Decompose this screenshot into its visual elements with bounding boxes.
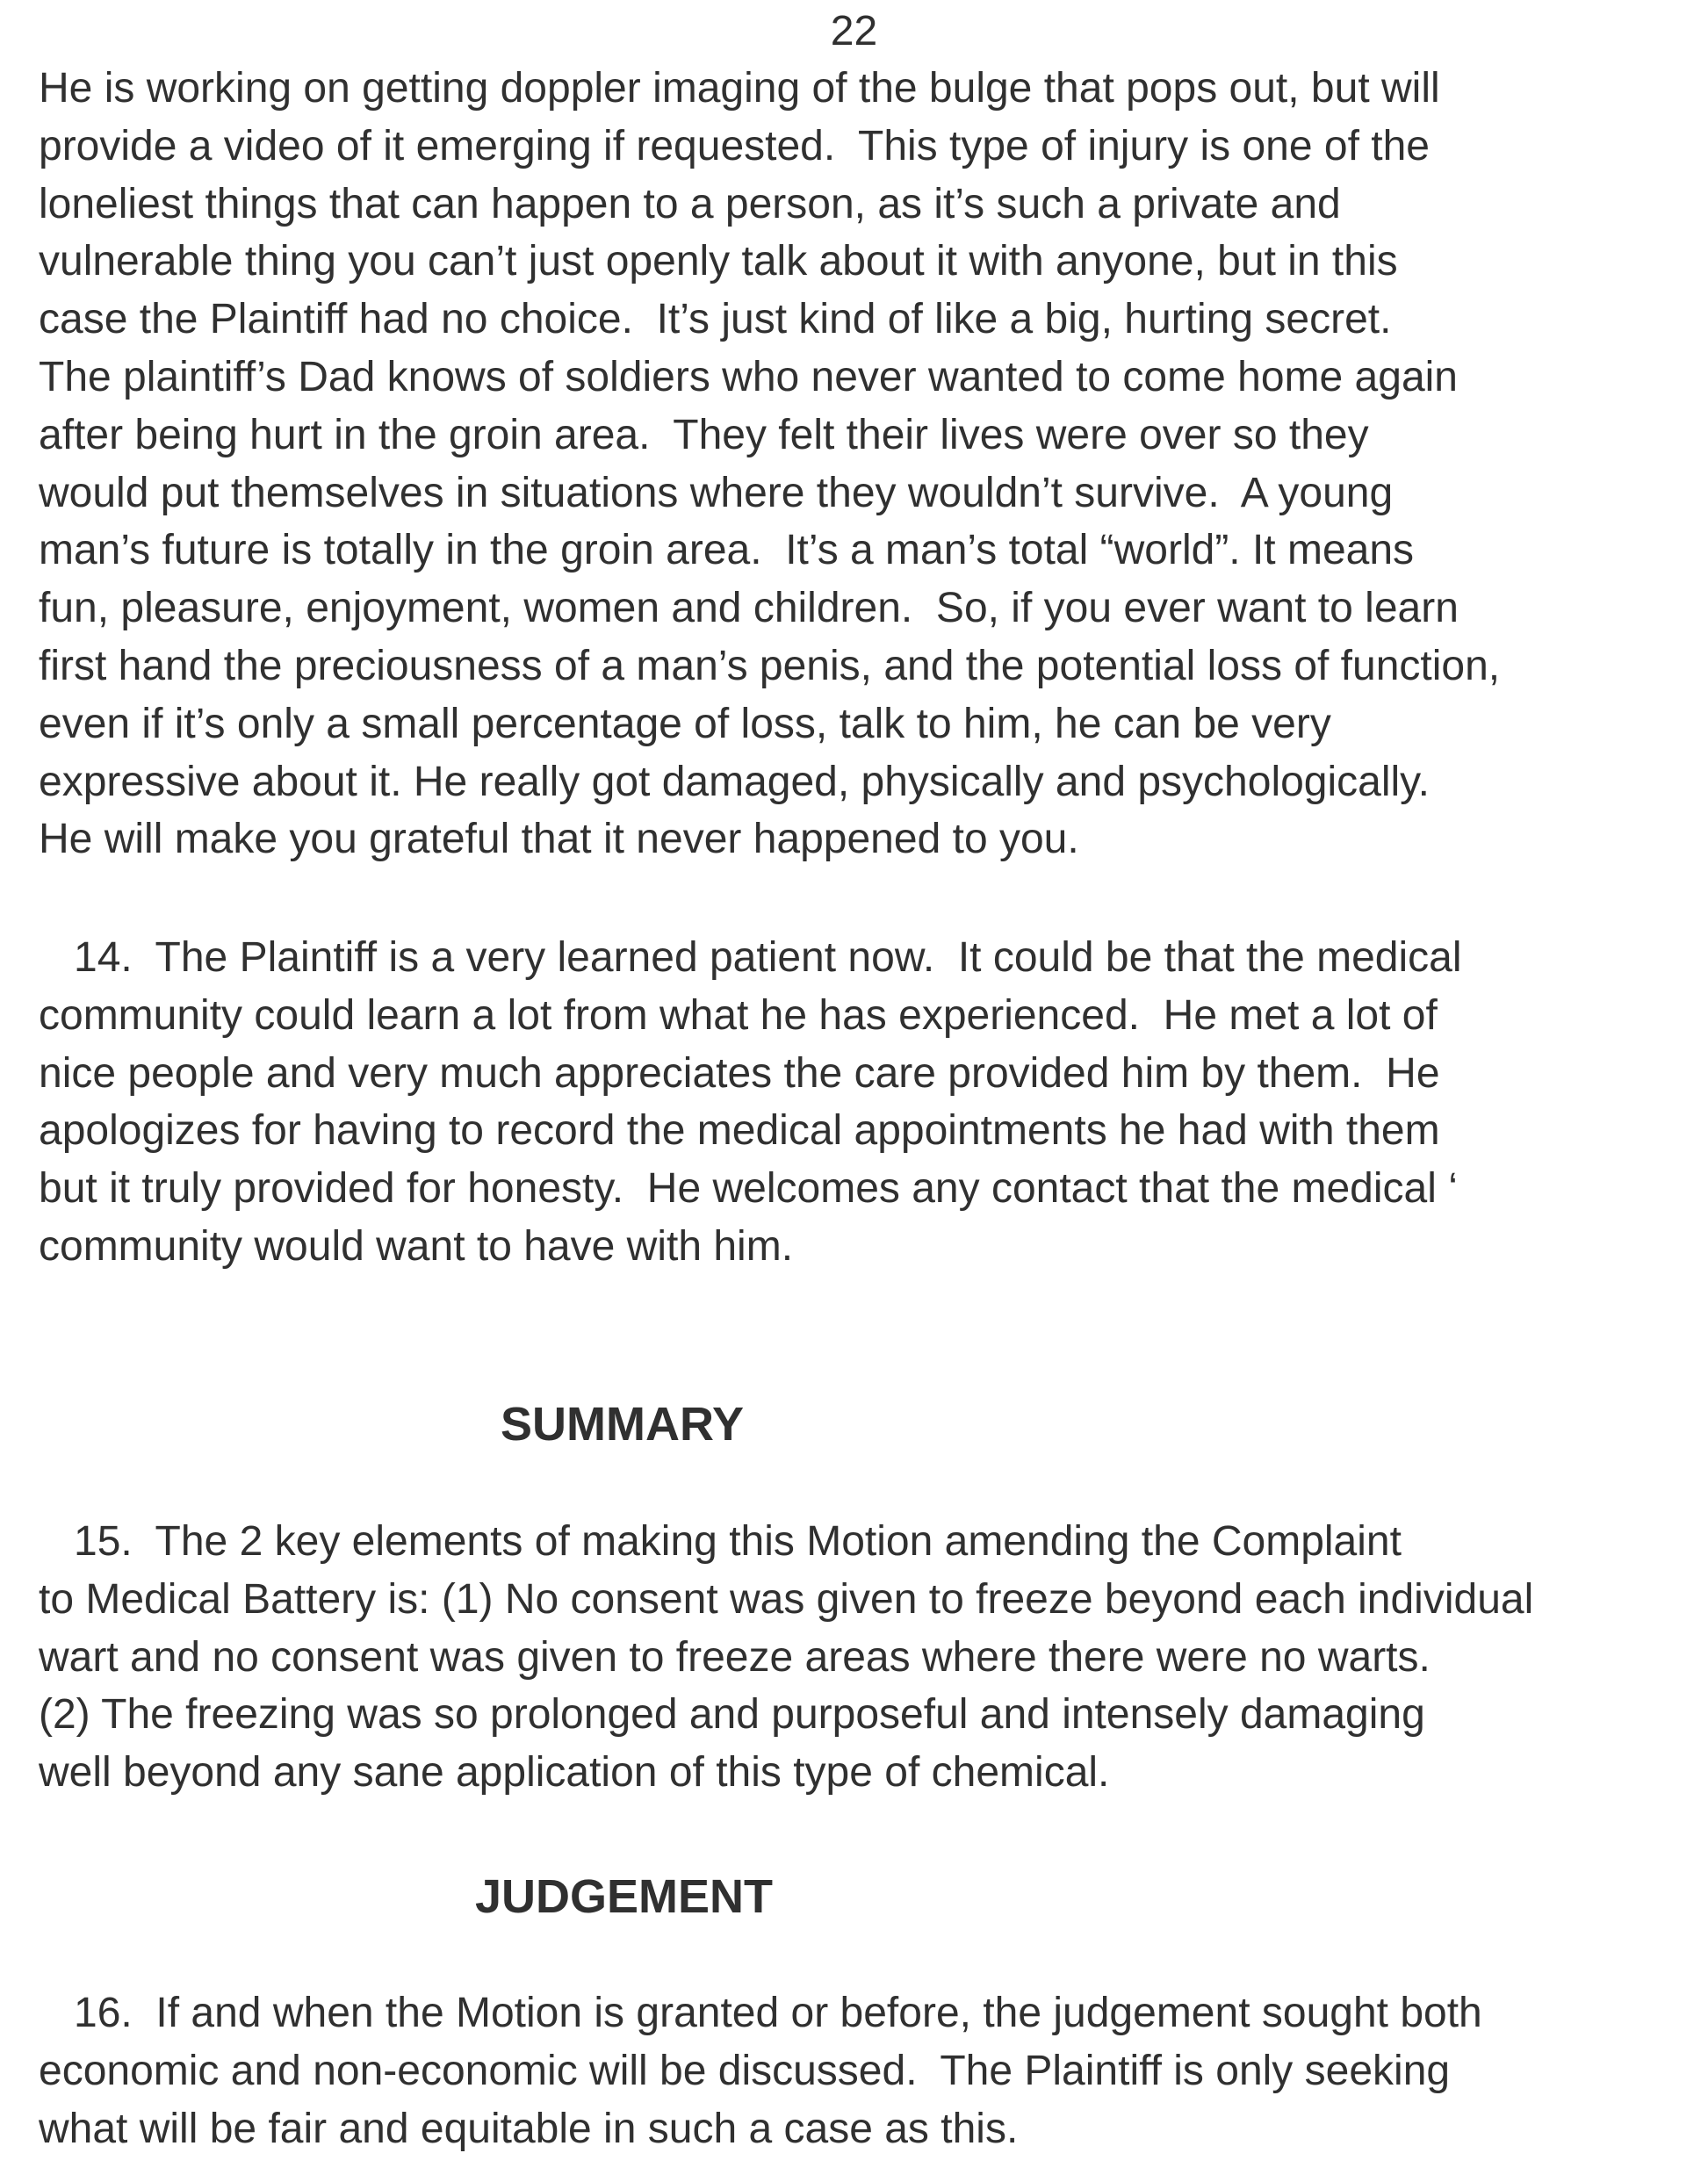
text-line: would put themselves in situations where they wouldn’t survive. A young (39, 469, 1394, 516)
text-line: first hand the preciousness of a man’s penis, and the potential loss of function, (39, 642, 1501, 689)
text-line: He will make you grateful that it never happened to you. (39, 816, 1079, 863)
text-line: He is working on getting doppler imaging of the bulge that pops out, but will (39, 65, 1440, 112)
text-line: provide a video of it emerging if requested. This type of injury is one of the (39, 122, 1430, 169)
text-line: vulnerable thing you can’t just openly talk about it with anyone, but in this (39, 238, 1398, 285)
summary-heading: SUMMARY (501, 1398, 744, 1451)
text-line: expressive about it. He really got damaged, physically and psychologically. (39, 758, 1430, 805)
paragraph-15 (39, 1513, 1690, 1802)
text-line: fun, pleasure, enjoyment, women and children. So, if you ever want to learn (39, 585, 1459, 632)
text-line: man’s future is totally in the groin area. It’s a man’s total “world”. It means (39, 527, 1415, 574)
text-line: 15. The 2 key elements of making this Motion amending the Complaint (39, 1518, 1402, 1565)
text-line: after being hurt in the groin area. They felt their lives were over so they (39, 411, 1369, 458)
judgement-heading: JUDGEMENT (475, 1870, 774, 1923)
text-line: apologizes for having to record the medical appointments he had with them (39, 1107, 1440, 1155)
paragraph-16 (39, 1984, 1690, 2157)
text-line: (2) The freezing was so prolonged and purposeful and intensely damaging (39, 1691, 1425, 1739)
paragraph-14 (39, 929, 1690, 1276)
text-line: even if it’s only a small percentage of loss, talk to him, he can be very (39, 700, 1331, 747)
text-line: community could learn a lot from what he has experienced. He met a lot of (39, 991, 1438, 1039)
text-line: well beyond any sane application of this type of chemical. (39, 1749, 1110, 1797)
text-line: to Medical Battery is: (1) No consent was given to freeze beyond each individual (39, 1575, 1534, 1623)
text-line: what will be fair and equitable in such a case as this. (39, 2105, 1019, 2152)
text-line: but it truly provided for honesty. He welcomes any contact that the medical ‘ (39, 1165, 1458, 1213)
text-line: wart and no consent was given to freeze areas where there were no warts. (39, 1633, 1431, 1681)
text-line: 14. The Plaintiff is a very learned patient now. It could be that the medical (39, 934, 1462, 981)
paragraph-13-continued (39, 60, 1690, 868)
text-line: nice people and very much appreciates the care provided him by them. He (39, 1049, 1440, 1097)
page-number: 22 (830, 8, 878, 54)
text-line: case the Plaintiff had no choice. It’s just kind of like a big, hurting secret. (39, 296, 1392, 343)
text-line: The plaintiff’s Dad knows of soldiers who never wanted to come home again (39, 353, 1458, 400)
text-line: 16. If and when the Motion is granted or before, the judgement sought both (39, 1990, 1482, 2036)
text-line: community would want to have with him. (39, 1222, 794, 1270)
text-line: economic and non-economic will be discussed. The Plaintiff is only seeking (39, 2047, 1451, 2094)
text-line: loneliest things that can happen to a person, as it’s such a private and (39, 180, 1341, 227)
